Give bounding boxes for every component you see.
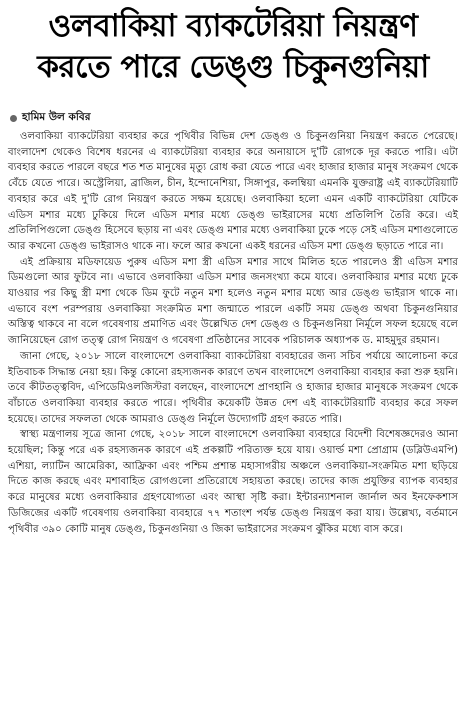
paragraph-2: এই প্রক্রিয়ায় মডিফায়েড পুরুষ এডিস মশা স্ত্রী এডিস মশার সাথে মিলিত হতে পারলেও স্ত্রী এডিস মশার ডিমগুলো আর ফুটবে না। এভাবে ওলবাকিয়া এডিস মশার জনসংখ্যা কমে যাবে। ওলবাকিয়ার মশার মধ্যে ঢুকে যাওয়ার পর কিছু স্ত্রী মশা থেকে ডিম ফুটে নতুন মশা হলেও নতুন মশার মধ্যে আর ডেঙ্গু ভাইরাস থাকে না। এভাবে বংশ পরম্পরায় ওলবাকিয়া সংক্রমিত মশা জন্মাতে পারলে একটি সময় ডেঙ্গু অথবা চিকুনগুনিয়ার অস্তিত্ব থাকবে না বলে গবেষণায় প্রমাণিত এবং উল্লেখিত দেশ ডেঙ্গু ও চিকুনগুনিয়া নির্মূলে সফল হয়েছে বলে জানিয়েছেন রোগ তত্ত্ব রোগ নিয়ন্ত্রণ ও গবেষণা প্রতিষ্ঠানের সাবেক পরিচালক অধ্যাপক ড. মাহমুদুর রহমান। bbox=[8, 256, 458, 347]
author-name: হামিম উল কবির bbox=[22, 111, 91, 123]
paragraph-1: ওলবাকিয়া ব্যাকটেরিয়া ব্যবহার করে পৃথিবীর বিভিন্ন দেশ ডেঙ্গু ও চিকুনগুনিয়া নিয়ন্ত্রণ করতে পেরেছে। বাংলাদেশ থেকেও বিশেষ ধরনের এ ব্যাকটেরিয়া ব্যবহার করে অনায়াসে দু'টি রোগকে দূর করতে পারি। এটা ব্যবহার করতে পারলে বছরে শত শত মানুষের মৃত্যু রোধ করা যেতে পারে এবং হাজার হাজার মানুষ সংক্রমণ থেকে বেঁচে যেতে পারে। অস্ট্রেলিয়া, ব্রাজিল, চীন, ইন্দোনেশিয়া, সিঙ্গাপুর, কলম্বিয়া এমনকি যুক্তরাষ্ট্র এই ব্যাকটেরিয়াটি ব্যবহার করে এই দু'টি রোগ নিয়ন্ত্রণ করতে সক্ষম হয়েছে। ওলবাকিয়া হলো এমন একটি ব্যাকটেরিয়া যেটিকে এডিস মশার মধ্যে ঢুকিয়ে দিলে এডিস মশার মধ্যে ডেঙ্গু ভাইরাসের মধ্যে প্রতিলিপি তৈরি করে। এই প্রতিলিপিগুলো ডেঙ্গু হিসেবে ছড়ায় না এবং ডেঙ্গু মশার মধ্যে ওলবাকিয়া ঢুকে পড়ে সেই এডিস মশাগুলোতে আর কখনো ডেঙ্গু ভাইরাসও থাকে না। ফলে আর কখনো একই ধরনের এডিস মশা ডেঙ্গু ছড়াতে পারে না। bbox=[8, 131, 458, 252]
byline bbox=[10, 110, 458, 127]
paragraph-4: স্বাস্থ্য মন্ত্রণালয় সূত্রে জানা গেছে, ২০১৮ সালে বাংলাদেশে ওলবাকিয়া ব্যবহারে বিদেশী বিশেষজ্ঞদেরও আনা হয়েছিল; কিন্তু পরে এক রহস্যজনক কারণে এই প্রকল্পটি পরিত্যক্ত হয়ে যায়। ওয়ার্ল্ড মশা প্রোগ্রাম (ডব্লিউএমপি) এশিয়া, ল্যাটিন আমেরিকা, আফ্রিকা এবং পশ্চিম প্রশান্ত মহাসাগরীয় অঞ্চলে ওলবাকিয়া-সংক্রমিত মশা ছড়িয়ে দিতে কাজ করছে এবং মশাবাহিত রোগগুলো প্রতিরোধে সহায়তা করছে। তাদের কাজ প্রযুক্তির ব্যাপক ব্যবহার করে মানুষের মধ্যে ওলবাকিয়ার গ্রহণযোগ্যতা এবং আস্থা সৃষ্টি করা। ইন্টারন্যাশনাল জার্নাল অব ইনফেকশাস ডিজিজের একটি গবেষণায় ওলবাকিয়া ব্যবহারে ৭৭ শতাংশ পর্যন্ত ডেঙ্গু নিয়ন্ত্রণ করা যায়। উল্লেখ্য, বর্তমানে পৃথিবীর ৩৯০ কোটি মানুষ ডেঙ্গু, চিকুনগুনিয়া ও জিকা ভাইরাসের সংক্রমণ ঝুঁকির মধ্যে বাস করে। bbox=[8, 429, 458, 535]
headline bbox=[8, 6, 458, 88]
headline-line-1: ওলবাকিয়া ব্যাকটেরিয়া নিয়ন্ত্রণ bbox=[48, 8, 418, 44]
headline-line-2: করতে পারে ডেঙ্গু চিকুনগুনিয়া bbox=[37, 49, 429, 85]
paragraph-3: জানা গেছে, ২০১৮ সালে বাংলাদেশে ওলবাকিয়া ব্যাকটেরিয়া ব্যবহারের জন্য সচিব পর্যায়ে আলোচনা করে ইতিবাচক সিদ্ধান্ত নেয়া হয়। কিন্তু কোনো রহস্যজনক কারণে তখন বাংলাদেশে ওলবাকিয়া ব্যবহার করা শুরু হয়নি। তবে কীটতত্ত্ববিদ, এপিডেমিওলজিস্টরা বলছেন, বাংলাদেশে প্রাণহানি ও হাজার হাজার মানুষকে সংক্রমণ থেকে বাঁচাতে ওলবাকিয়া ব্যবহার করতে পারে। পৃথিবীর কয়েকটি উন্নত দেশ এই ব্যাকটেরিয়াটি ব্যবহার করে সফল হয়েছে। তাদের সফলতা থেকে আমরাও ডেঙ্গু নির্মূলে উদ্যোগটি গ্রহণ করতে পারি। bbox=[8, 350, 458, 425]
bullet-icon bbox=[10, 115, 17, 122]
article-body bbox=[8, 129, 458, 537]
